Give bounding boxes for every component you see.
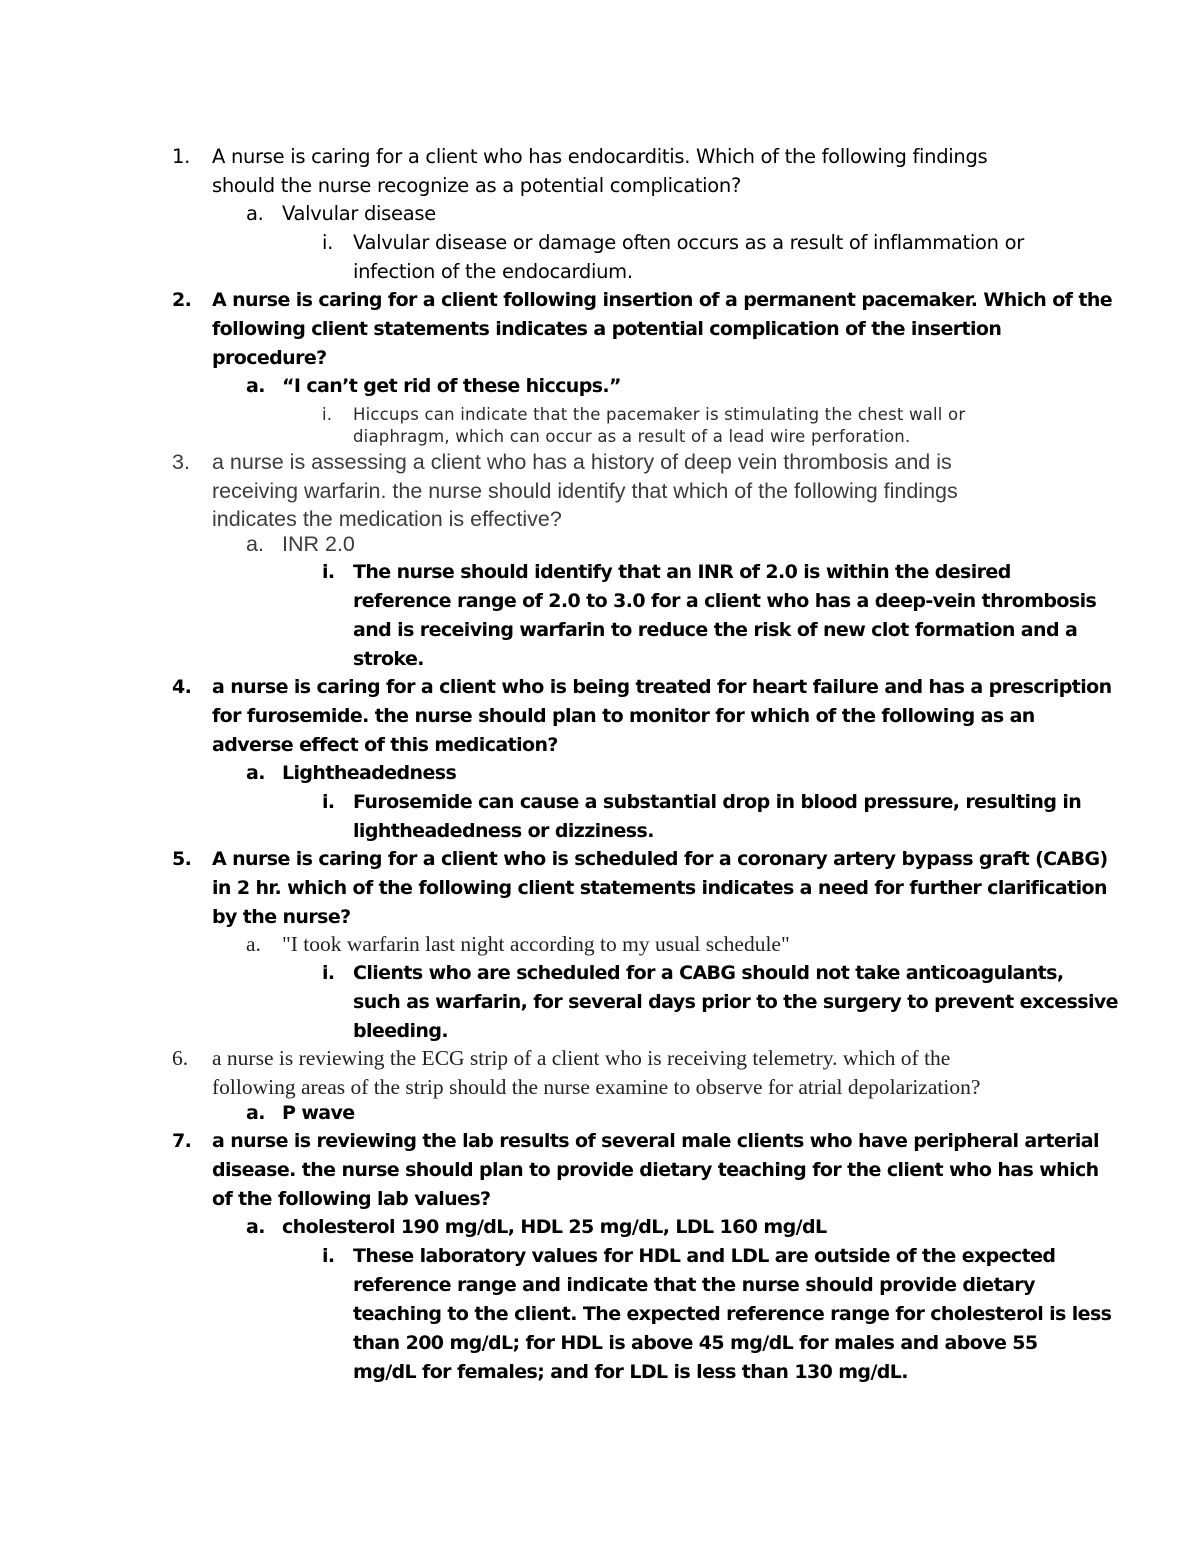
answer-label: a.: [246, 375, 265, 397]
question-number: 3.: [172, 450, 190, 474]
explanation-label: i.: [322, 561, 335, 583]
answer-label: a.: [246, 1102, 265, 1124]
question-line: following areas of the strip should the nurse examine to observe for atrial depolarization?: [212, 1074, 981, 1099]
explanation-line: diaphragm, which can occur as a result of a lead wire perforation.: [353, 427, 911, 446]
question-number: 5.: [172, 848, 192, 870]
question-text: [212, 448, 1092, 534]
question-line: following client statements indicates a potential complication of the insertion: [212, 318, 1002, 340]
explanation-line: bleeding.: [353, 1020, 448, 1042]
question-line: a nurse is reviewing the ECG strip of a client who is receiving telemetry. which of the: [212, 1046, 951, 1070]
question-line: a nurse is reviewing the lab results of several male clients who have peripheral arterial: [212, 1130, 1099, 1152]
explanation-line: Valvular disease or damage often occurs as a result of inflammation or: [353, 231, 1024, 254]
question-text: [212, 143, 1092, 200]
question-line: receiving warfarin. the nurse should identify that which of the following findings: [212, 478, 958, 503]
explanation-label: i.: [322, 231, 334, 254]
question-text: [212, 845, 1108, 932]
answer-label: a.: [246, 1216, 265, 1238]
explanation-line: reference range of 2.0 to 3.0 for a client who has a deep-vein thrombosis: [353, 590, 1097, 612]
explanation-line: Furosemide can cause a substantial drop in blood pressure, resulting in: [353, 791, 1082, 813]
question-text: [212, 1044, 1092, 1101]
answer-label: a.: [246, 532, 264, 556]
explanation-label: i.: [322, 962, 335, 984]
explanation-text: [353, 229, 1083, 286]
question-line: A nurse is caring for a client who is scheduled for a coronary artery bypass graft (CABG): [212, 848, 1108, 870]
question-text: [212, 673, 1112, 760]
explanation-line: such as warfarin, for several days prior to the surgery to prevent excessive: [353, 991, 1118, 1013]
question-number: 2.: [172, 289, 192, 311]
explanation-text: [353, 959, 1118, 1046]
explanation-line: Clients who are scheduled for a CABG should not take anticoagulants,: [353, 962, 1064, 984]
explanation-text: [353, 404, 1083, 448]
explanation-line: lightheadedness or dizziness.: [353, 820, 654, 842]
question-line: a nurse is assessing a client who has a history of deep vein thrombosis and is: [212, 450, 952, 474]
explanation-line: stroke.: [353, 648, 424, 670]
explanation-line: teaching to the client. The expected reference range for cholesterol is less: [353, 1303, 1112, 1325]
question-line: for furosemide. the nurse should plan to monitor for which of the following as an: [212, 705, 1035, 727]
explanation-label: i.: [322, 791, 335, 813]
question-number: 6.: [172, 1046, 189, 1070]
question-line: by the nurse?: [212, 906, 351, 928]
explanation-line: infection of the endocardium.: [353, 259, 633, 283]
answer-label: a.: [246, 202, 264, 225]
question-line: in 2 hr. which of the following client statements indicates a need for further clarification: [212, 877, 1107, 899]
answer-text: “I can’t get rid of these hiccups.”: [282, 375, 621, 397]
explanation-line: Hiccups can indicate that the pacemaker is stimulating the chest wall or: [353, 405, 966, 424]
answer-text: cholesterol 190 mg/dL, HDL 25 mg/dL, LDL 160 mg/dL: [282, 1216, 827, 1238]
question-number: 4.: [172, 676, 192, 698]
question-line: of the following lab values?: [212, 1188, 491, 1210]
answer-text: INR 2.0: [282, 532, 355, 556]
explanation-line: mg/dL for females; and for LDL is less than 130 mg/dL.: [353, 1361, 908, 1383]
answer-label: a.: [246, 932, 261, 956]
explanation-line: and is receiving warfarin to reduce the risk of new clot formation and a: [353, 619, 1078, 641]
answer-label: a.: [246, 762, 265, 784]
question-line: A nurse is caring for a client who has endocarditis. Which of the following findings: [212, 145, 988, 168]
question-number: 7.: [172, 1130, 192, 1152]
explanation-text: [353, 558, 1097, 674]
explanation-label: i.: [322, 405, 333, 424]
question-line: adverse effect of this medication?: [212, 734, 558, 756]
answer-text: P wave: [282, 1102, 355, 1124]
question-line: a nurse is caring for a client who is being treated for heart failure and has a prescription: [212, 676, 1112, 698]
question-line: indicates the medication is effective?: [212, 507, 562, 531]
question-text: [212, 286, 1113, 373]
question-line: disease. the nurse should plan to provide dietary teaching for the client who has which: [212, 1159, 1099, 1181]
question-text: [212, 1127, 1099, 1214]
explanation-line: The nurse should identify that an INR of 2.0 is within the desired: [353, 561, 1011, 583]
answer-text: "I took warfarin last night according to my usual schedule": [282, 932, 790, 956]
answer-text: Valvular disease: [282, 202, 436, 225]
question-line: procedure?: [212, 347, 327, 369]
question-line: should the nurse recognize as a potential complication?: [212, 173, 742, 197]
explanation-text: [353, 1242, 1112, 1387]
explanation-text: [353, 788, 1083, 846]
explanation-line: than 200 mg/dL; for HDL is above 45 mg/dL for males and above 55: [353, 1332, 1038, 1354]
explanation-label: i.: [322, 1245, 335, 1267]
question-line: A nurse is caring for a client following insertion of a permanent pacemaker. Which of the: [212, 289, 1113, 311]
answer-text: Lightheadedness: [282, 762, 457, 784]
explanation-line: reference range and indicate that the nurse should provide dietary: [353, 1274, 1035, 1296]
explanation-line: These laboratory values for HDL and LDL are outside of the expected: [353, 1245, 1056, 1267]
question-number: 1.: [172, 145, 191, 168]
